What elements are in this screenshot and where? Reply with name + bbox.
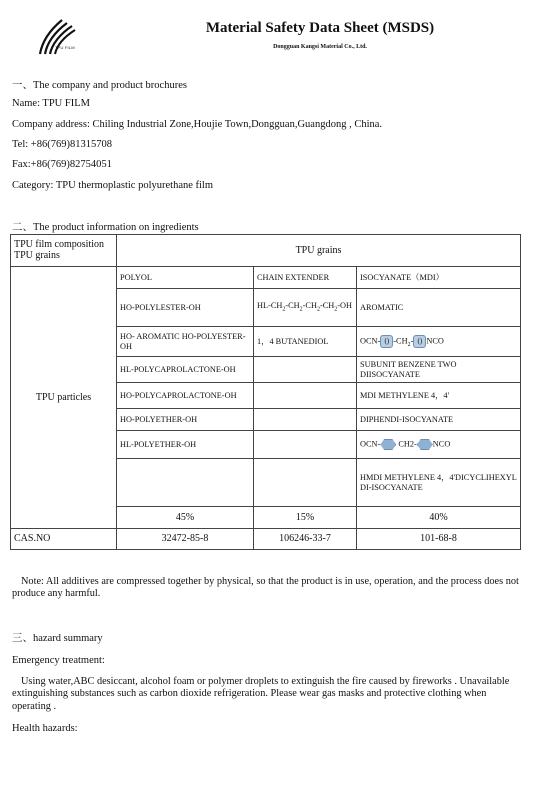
corner-label-bottom: TPU grains xyxy=(14,249,60,261)
particles-label: TPU particles xyxy=(11,267,117,529)
section2-heading: 二、The product information on ingredients xyxy=(12,222,199,233)
grains-header: TPU grains xyxy=(117,235,521,267)
corner-label-top: TPU film composition xyxy=(14,239,104,250)
benzene-ring-icon: () xyxy=(380,335,393,348)
table-row xyxy=(11,235,521,267)
document-subtitle: Dongguan Kangsi Material Co., Ltd. xyxy=(273,44,367,50)
isocyanate-formula: OCN- () $-CH_2-$ () NCO xyxy=(357,327,521,357)
benzene-ring-icon: () xyxy=(413,335,426,348)
product-name: Name: TPU FILM xyxy=(12,98,90,109)
ingredients-table xyxy=(10,234,521,550)
polyol-cell: HO-POLYETHER-OH xyxy=(117,409,254,431)
percent-polyol: 45% xyxy=(117,507,254,529)
isocyanate-cell: HMDI METHYLENE 4，4'DICYCLIHEXYL DI-ISOCYANATE xyxy=(357,459,521,507)
cas-label: CAS.NO xyxy=(11,529,117,550)
polyol-cell: HO-POLYCAPROLACTONE-OH xyxy=(117,383,254,409)
polyol-cell: HO-POLYLESTER-OH xyxy=(117,289,254,327)
ingredients-note: Note: All additives are compressed together by physical, so that the product is in use, operation, and the process does not produce any harmful. xyxy=(12,576,519,600)
table-row xyxy=(11,529,521,550)
percent-isocyanate: 40% xyxy=(357,507,521,529)
col-header-isocyanate: ISOCYANATE（MDI） xyxy=(357,267,521,289)
chain-extender-formula: $HL-CH_2-CH_2-CH_2-CH_2-OH$ xyxy=(254,289,357,327)
polyol-cell: HL-POLYETHER-OH xyxy=(117,431,254,459)
cas-chain-extender: 106246-33-7 xyxy=(254,529,357,550)
document-title: Material Safety Data Sheet (MSDS) xyxy=(205,20,435,36)
section3-heading: 三、hazard summary xyxy=(12,633,103,644)
cas-polyol: 32472-85-8 xyxy=(117,529,254,550)
benzene-ring-icon xyxy=(380,439,396,450)
table-row xyxy=(11,267,521,289)
isocyanate-cell: SUBUNIT BENZENE TWO DIISOCYANATE xyxy=(357,357,521,383)
fax: Fax:+86(769)82754051 xyxy=(12,159,112,170)
isocyanate-cell: MDI METHYLENE 4，4' xyxy=(357,383,521,409)
benzene-ring-icon xyxy=(417,439,433,450)
cas-isocyanate: 101-68-8 xyxy=(357,529,521,550)
telephone: Tel: +86(769)81315708 xyxy=(12,139,112,150)
emergency-label: Emergency treatment: xyxy=(12,655,105,666)
col-header-chain-extender: CHAIN EXTENDER xyxy=(254,267,357,289)
polyol-cell: HL-POLYCAPROLACTONE-OH xyxy=(117,357,254,383)
table-corner-cell xyxy=(11,235,117,267)
section1-heading: 一、The company and product brochures xyxy=(12,80,187,91)
isocyanate-cell: DIPHENDI-ISOCYANATE xyxy=(357,409,521,431)
isocyanate-formula: OCN- CH2- NCO xyxy=(357,431,521,459)
chain-extender-cell: 1，4 BUTANEDIOL xyxy=(254,327,357,357)
company-address: Company address: Chiling Industrial Zone,Houjie Town,Dongguan,Guangdong , China. xyxy=(12,119,383,130)
emergency-text: Using water,ABC desiccant, alcohol foam or polymer droplets to extinguish the fire caused by fireworks . Unavailable extinguishing substances such as carbon dioxide refrigeration. Please wear gas masks and protective clothing when operating . xyxy=(12,676,510,712)
health-hazards-label: Health hazards: xyxy=(12,723,78,734)
col-header-polyol: POLYOL xyxy=(117,267,254,289)
isocyanate-cell: AROMATIC xyxy=(357,289,521,327)
polyol-cell: HO- AROMATIC HO-POLYESTER-OH xyxy=(117,327,254,357)
logo-text: TPU FILM xyxy=(55,45,75,50)
percent-chain-extender: 15% xyxy=(254,507,357,529)
category: Category: TPU thermoplastic polyurethane film xyxy=(12,180,214,191)
